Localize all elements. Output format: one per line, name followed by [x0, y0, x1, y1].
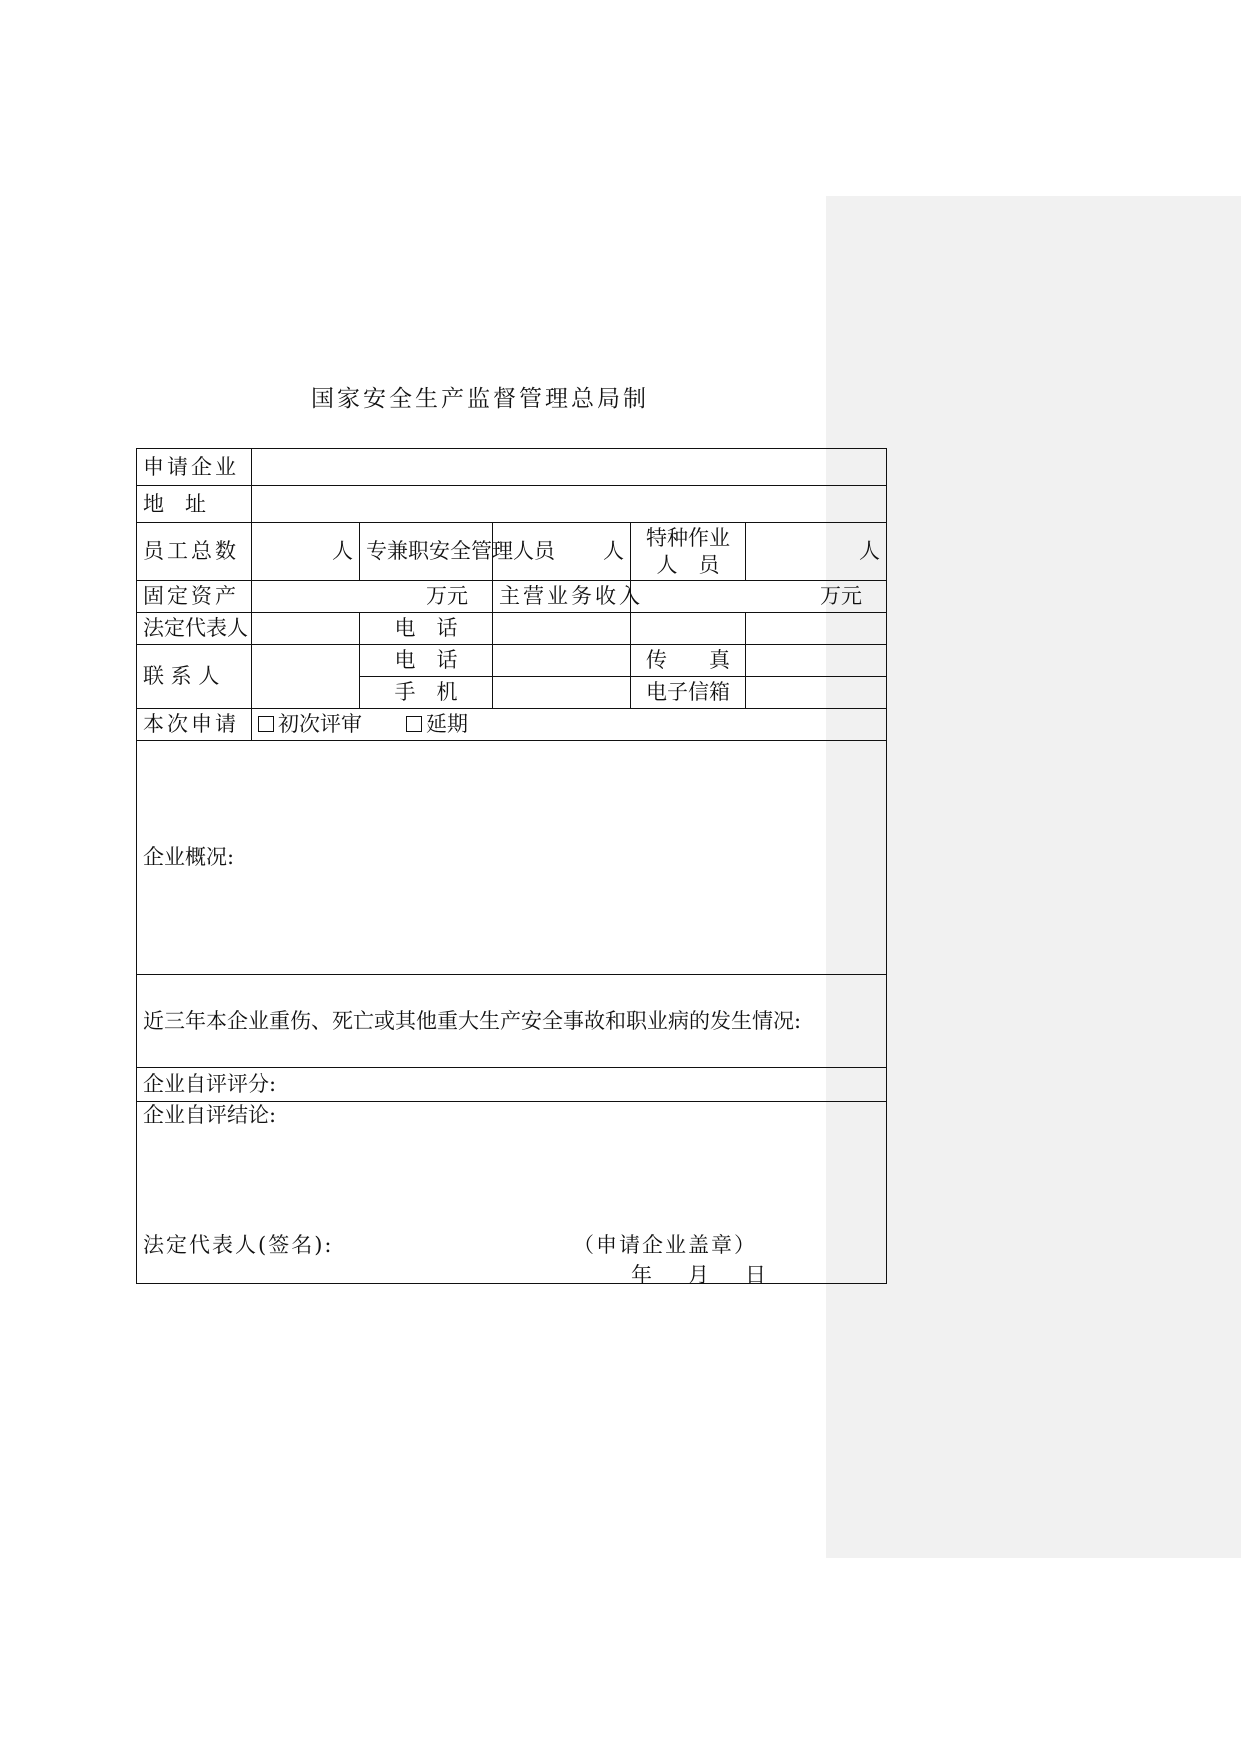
row-self-score: [137, 1068, 887, 1102]
row-self-conclusion: [137, 1102, 887, 1284]
safety-mgmt-unit: 人: [603, 539, 624, 564]
staff-total-unit: 人: [332, 539, 353, 564]
row-address: [137, 486, 887, 523]
legal-rep-label: 法定代表人: [137, 613, 252, 645]
conclusion-content: [143, 1102, 880, 1287]
revenue-field[interactable]: [631, 581, 887, 613]
apply-label: 本次申请: [137, 709, 252, 741]
special-ops-field[interactable]: [746, 523, 887, 581]
address-label: 地 址: [137, 486, 252, 523]
contact-field[interactable]: [252, 645, 360, 709]
row-legal-rep: [137, 613, 887, 645]
self-score-field[interactable]: [137, 1068, 887, 1102]
initial-review-label: 初次评审: [278, 712, 362, 737]
address-field[interactable]: [252, 486, 887, 523]
date-month: 月: [688, 1263, 709, 1287]
row-assets: [137, 581, 887, 613]
comment-margin-pane: [826, 196, 1241, 1558]
accidents-field[interactable]: [137, 975, 887, 1068]
row-staff: [137, 523, 887, 581]
apply-option-extension[interactable]: [406, 711, 468, 737]
self-conclusion-label: 企业自评结论:: [143, 1103, 277, 1127]
extension-label: 延期: [426, 712, 468, 737]
special-ops-label-line2: 人 员: [656, 552, 720, 577]
date-line: [631, 1262, 766, 1288]
self-conclusion-field[interactable]: [137, 1102, 887, 1287]
initial-review-checkbox[interactable]: [258, 716, 274, 732]
contact-label: 联 系 人: [137, 645, 252, 709]
contact-phone-label: 电 话: [360, 645, 493, 677]
revenue-unit: 万元: [820, 584, 863, 609]
document-title: 国家安全生产监督管理总局制: [311, 386, 649, 412]
signature-label: 法定代表人(签名):: [143, 1233, 334, 1257]
safety-mgmt-label: 专兼职安全管理人员: [360, 523, 493, 581]
date-day: 日: [745, 1263, 766, 1287]
fixed-assets-field[interactable]: [252, 581, 493, 613]
seal-label: （申请企业盖章）: [573, 1233, 757, 1257]
row-contact-1: [137, 645, 887, 677]
accidents-label: 近三年本企业重伤、死亡或其他重大生产安全事故和职业病的发生情况:: [143, 1008, 802, 1033]
staff-total-field[interactable]: [252, 523, 360, 581]
fax-field[interactable]: [746, 645, 887, 677]
row-accidents: [137, 975, 887, 1068]
fixed-assets-label: 固定资产: [137, 581, 252, 613]
self-score-label: 企业自评评分:: [143, 1072, 277, 1097]
special-ops-label-line1: 特种作业: [646, 526, 730, 551]
overview-label: 企业概况:: [143, 845, 235, 870]
fax-label: 传 真: [631, 645, 746, 677]
legal-rep-field[interactable]: [252, 613, 360, 645]
fixed-assets-unit: 万元: [426, 584, 468, 609]
legal-rep-phone-field[interactable]: [493, 613, 631, 645]
email-field[interactable]: [746, 677, 887, 709]
date-year: 年: [631, 1263, 652, 1287]
legal-rep-extra-field[interactable]: [631, 613, 746, 645]
special-ops-unit: 人: [859, 539, 881, 564]
row-apply-type: [137, 709, 887, 741]
overview-field[interactable]: [137, 741, 887, 975]
staff-total-label: 员工总数: [137, 523, 252, 581]
row-overview: [137, 741, 887, 975]
email-label: 电子信箱: [631, 677, 746, 709]
contact-phone-field[interactable]: [493, 645, 631, 677]
legal-rep-extra-field-2[interactable]: [746, 613, 887, 645]
company-label: 申请企业: [137, 449, 252, 486]
special-ops-label: [631, 523, 746, 581]
apply-option-initial[interactable]: [258, 711, 362, 737]
company-field[interactable]: [252, 449, 887, 486]
mobile-field[interactable]: [493, 677, 631, 709]
row-company: [137, 449, 887, 486]
extension-checkbox[interactable]: [406, 716, 422, 732]
apply-options: [252, 709, 887, 741]
legal-rep-phone-label: 电 话: [360, 613, 493, 645]
revenue-label: 主营业务收入: [493, 581, 631, 613]
application-form-table: [136, 448, 887, 1287]
mobile-label: 手 机: [360, 677, 493, 709]
